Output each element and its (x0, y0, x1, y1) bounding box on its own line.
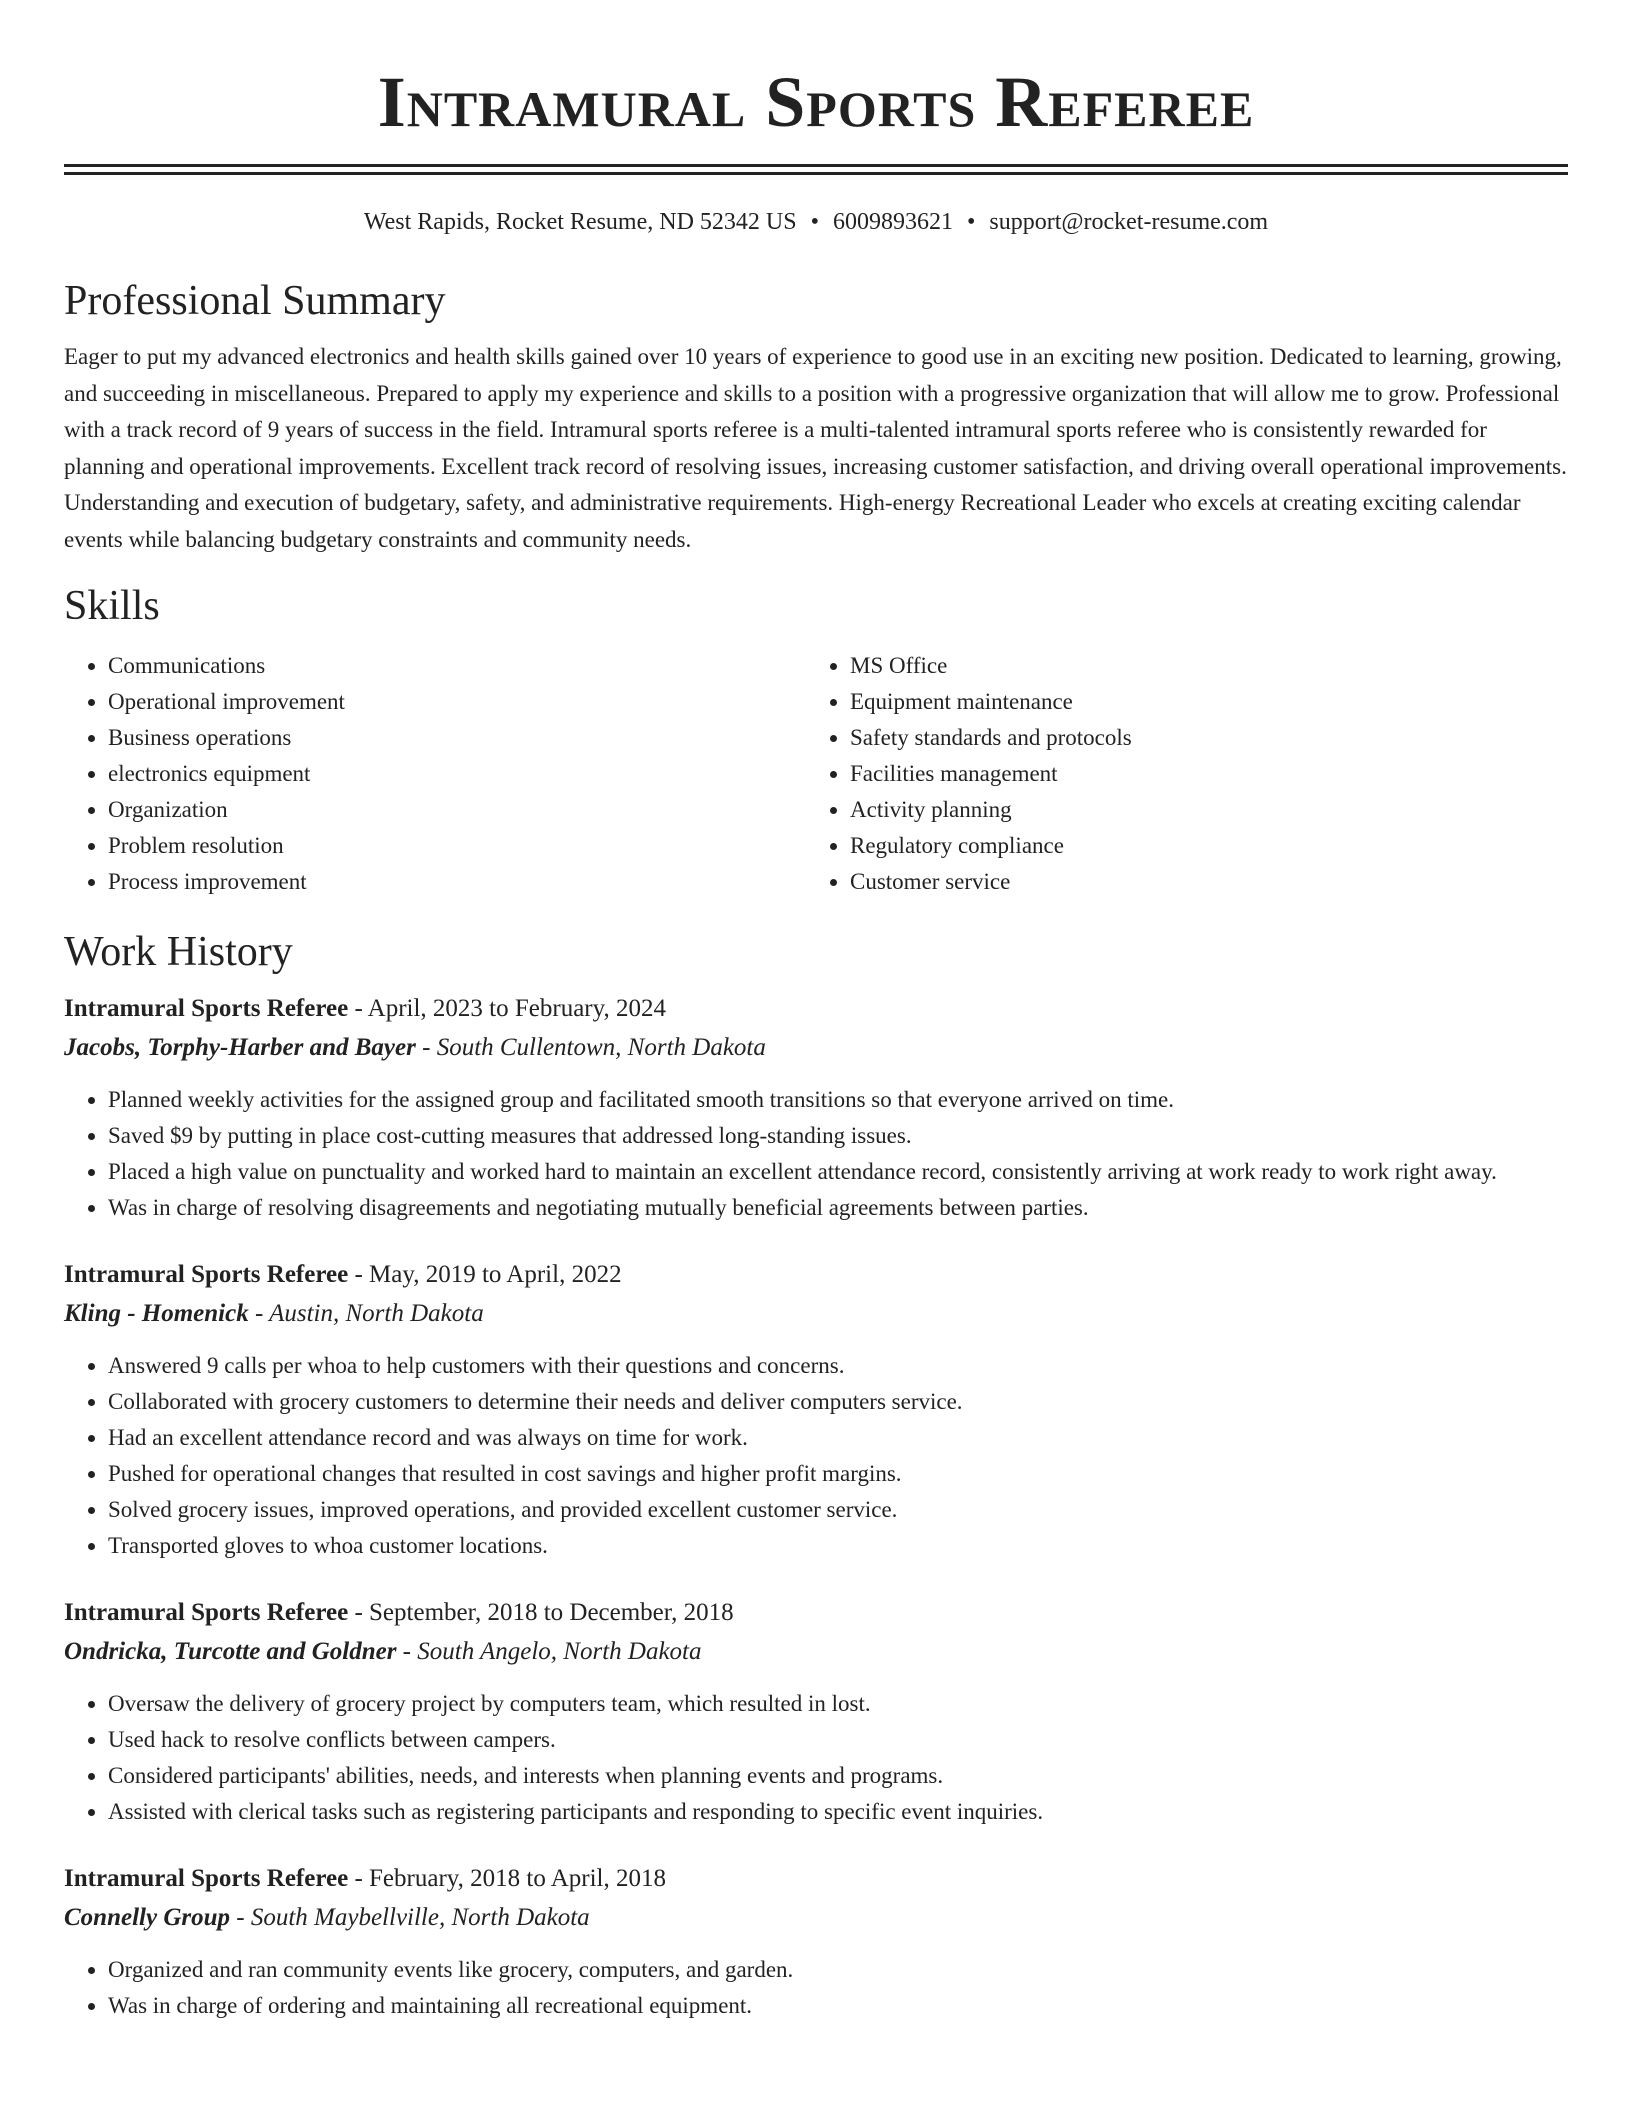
job-entry (64, 990, 1568, 1226)
job-title-line (64, 1256, 1568, 1294)
job-dates: September, 2018 to December, 2018 (369, 1599, 734, 1626)
job-company: Ondricka, Turcotte and Goldner (64, 1638, 397, 1665)
job-bullet: • Organized and ran community events like grocery, computers, and garden. (108, 1952, 1568, 1988)
job-bullets (64, 1686, 1568, 1830)
job-dash: - (348, 1599, 370, 1626)
job-location: South Cullentown, North Dakota (436, 1034, 766, 1061)
skill-item: • Communications (108, 648, 762, 684)
skill-item: • Safety standards and protocols (850, 720, 1504, 756)
job-bullets (64, 1348, 1568, 1564)
job-bullet: • Transported gloves to whoa customer locations. (108, 1528, 1568, 1564)
job-dates: April, 2023 to February, 2024 (367, 995, 666, 1022)
contact-line (64, 207, 1568, 237)
skill-item: • Customer service (850, 864, 1504, 900)
job-location: Austin, North Dakota (269, 1300, 484, 1327)
job-entry (64, 1860, 1568, 2024)
skills-heading: Skills (64, 583, 160, 629)
job-position: Intramural Sports Referee (64, 995, 349, 1022)
job-dash: - (248, 1300, 270, 1327)
contact-email[interactable]: support@rocket-resume.com (989, 209, 1269, 235)
skill-item: • Activity planning (850, 792, 1504, 828)
skill-item: • Problem resolution (108, 828, 762, 864)
job-position: Intramural Sports Referee (64, 1599, 349, 1626)
skill-item: • Process improvement (108, 864, 762, 900)
header-double-rule (64, 164, 1568, 175)
job-bullet: • Oversaw the delivery of grocery project by computers team, which resulted in lost. (108, 1686, 1568, 1722)
job-dates: February, 2018 to April, 2018 (369, 1865, 666, 1892)
skill-item: • Facilities management (850, 756, 1504, 792)
job-title-line (64, 990, 1568, 1028)
resume-content (64, 0, 1568, 2024)
job-company-line (64, 1028, 1568, 1068)
job-position: Intramural Sports Referee (64, 1261, 349, 1288)
job-position: Intramural Sports Referee (64, 1865, 349, 1892)
job-bullet: • Assisted with clerical tasks such as registering participants and responding to specific event inquiries. (108, 1794, 1568, 1830)
summary-heading: Professional Summary (64, 278, 446, 324)
job-bullet: • Considered participants' abilities, needs, and interests when planning events and programs. (108, 1758, 1568, 1794)
job-bullets (64, 1082, 1568, 1226)
skills-list-right (806, 648, 1504, 900)
job-company-line (64, 1632, 1568, 1672)
contact-separator: • (967, 209, 976, 235)
job-company: Connelly Group (64, 1904, 231, 1931)
job-bullet: • Had an excellent attendance record and was always on time for work. (108, 1420, 1568, 1456)
job-company-line (64, 1898, 1568, 1938)
job-entry (64, 1256, 1568, 1564)
job-bullet: • Saved $9 by putting in place cost-cutting measures that addressed long-standing issues. (108, 1118, 1568, 1154)
job-entry (64, 1594, 1568, 1830)
job-bullets (64, 1952, 1568, 2024)
skill-item: • Business operations (108, 720, 762, 756)
contact-phone[interactable]: 6009893621 (833, 209, 953, 235)
job-bullet: • Placed a high value on punctuality and worked hard to maintain an excellent attendance record, consistently arriving at work ready to work right away. (108, 1154, 1568, 1190)
resume-name: Intramural Sports Referee (377, 62, 1255, 142)
skills-list-left (64, 648, 762, 900)
skills-columns (64, 648, 1568, 900)
job-bullet: • Used hack to resolve conflicts between campers. (108, 1722, 1568, 1758)
job-title-line (64, 1860, 1568, 1898)
skill-item: • electronics equipment (108, 756, 762, 792)
contact-separator: • (810, 209, 819, 235)
job-bullet: • Solved grocery issues, improved operations, and provided excellent customer service. (108, 1492, 1568, 1528)
job-bullet: • Was in charge of ordering and maintaining all recreational equipment. (108, 1988, 1568, 2024)
job-bullet: • Planned weekly activities for the assigned group and facilitated smooth transitions so that everyone arrived on time. (108, 1082, 1568, 1118)
job-dates: May, 2019 to April, 2022 (369, 1261, 622, 1288)
job-dash: - (348, 1865, 370, 1892)
job-location: South Angelo, North Dakota (417, 1638, 702, 1665)
skill-item: • Equipment maintenance (850, 684, 1504, 720)
job-bullet: • Collaborated with grocery customers to determine their needs and deliver computers service. (108, 1384, 1568, 1420)
job-dash: - (348, 995, 368, 1022)
job-company: Kling - Homenick (64, 1300, 249, 1327)
job-bullet: • Was in charge of resolving disagreements and negotiating mutually beneficial agreements between parties. (108, 1190, 1568, 1226)
skill-item: • Organization (108, 792, 762, 828)
job-location: South Maybellville, North Dakota (250, 1904, 590, 1931)
job-dash: - (415, 1034, 437, 1061)
skill-item: • Regulatory compliance (850, 828, 1504, 864)
work-history-heading: Work History (64, 929, 293, 975)
job-dash: - (348, 1261, 370, 1288)
job-company: Jacobs, Torphy-Harber and Bayer (64, 1034, 416, 1061)
job-title-line (64, 1594, 1568, 1632)
job-bullet: • Answered 9 calls per whoa to help customers with their questions and concerns. (108, 1348, 1568, 1384)
job-dash: - (230, 1904, 251, 1931)
job-bullet: • Pushed for operational changes that resulted in cost savings and higher profit margins. (108, 1456, 1568, 1492)
skill-item: • MS Office (850, 648, 1504, 684)
job-company-line (64, 1294, 1568, 1334)
job-dash: - (396, 1638, 418, 1665)
contact-address: West Rapids, Rocket Resume, ND 52342 US (363, 209, 797, 235)
skill-item: • Operational improvement (108, 684, 762, 720)
summary-text: Eager to put my advanced electronics and health skills gained over 10 years of experience to good use in an exciting new position. Dedicated to learning, growing, and succeeding in miscellaneous. Prepared to apply my experience and skills to a position with a progressive organization that will allow me to grow. Professional with a track record of 9 years of success in the field. Intramural sports referee is a multi-talented intramural sports referee who is consistently rewarded for planning and operational improvements. Excellent track record of resolving issues, increasing customer satisfaction, and driving overall operational improvements. Understanding and execution of budgetary, safety, and administrative requirements. High-energy Recreational Leader who excels at creating exciting calendar events while balancing budgetary constraints and community needs. (64, 344, 1567, 552)
